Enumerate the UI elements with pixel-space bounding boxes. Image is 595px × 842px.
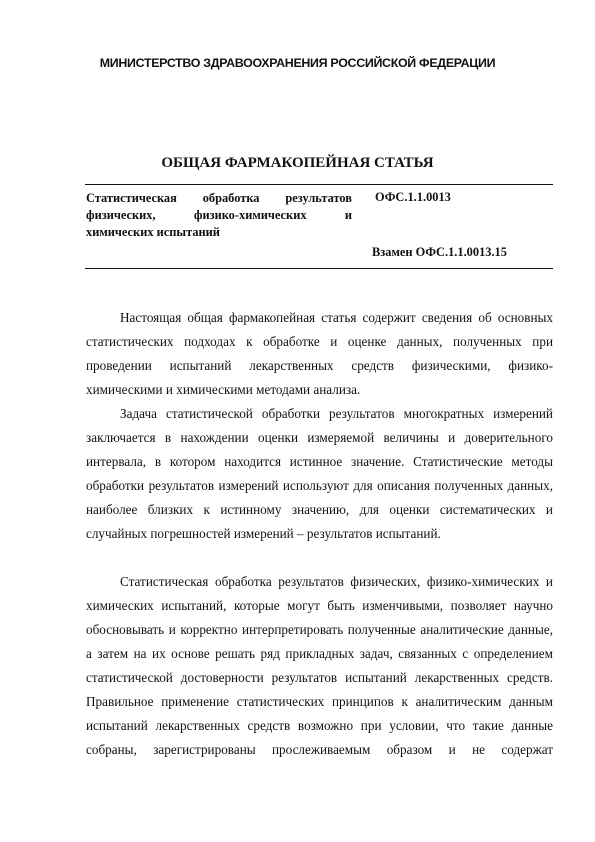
top-divider bbox=[85, 184, 553, 185]
replaces-code: Взамен ОФС.1.1.0013.15 bbox=[372, 245, 507, 259]
paragraph-intro: Настоящая общая фармакопейная статья содержит сведения об основных статистических подходах к обработке и оценке данных, полученных при проведении испытаний лекарственных средств физическими, физико-химическими и химическими методами анализа. bbox=[86, 310, 553, 397]
paragraph-task: Задача статистической обработки результатов многократных измерений заключается в нахождении оценки измеряемой величины и доверительного интервала, в котором находится истинное значение. Статистические методы обработки результатов измерений используют для описания полученных данных, наиболее близких к истинному значению, для оценки систематических и случайных погрешностей измерений – результатов испытаний. bbox=[86, 406, 553, 541]
article-code: ОФС.1.1.0013 bbox=[375, 190, 451, 204]
ministry-heading: МИНИСТЕРСТВО ЗДРАВООХРАНЕНИЯ РОССИЙСКОЙ ФЕДЕРАЦИИ bbox=[99, 56, 496, 70]
paragraph-processing: Статистическая обработка результатов физических, физико-химических и химических испытаний, которые могут быть изменчивыми, позволяет научно обосновывать и корректно интерпретировать полученные аналитические данные, а затем на их основе решать ряд прикладных задач, связанных с определением статистической достоверности результатов испытаний лекарственных средств. Правильное применение статистических принципов к аналитическим данным испытаний лекарственных средств возможно при условии, что такие данные собраны, зарегистрированы прослеживаемым образом и не содержат bbox=[86, 574, 553, 757]
article-subject: Статистическая обработка результатов физических, физико-химических и химических испытаний bbox=[86, 191, 352, 239]
bottom-divider bbox=[85, 268, 553, 269]
document-title: ОБЩАЯ ФАРМАКОПЕЙНАЯ СТАТЬЯ bbox=[161, 155, 434, 171]
